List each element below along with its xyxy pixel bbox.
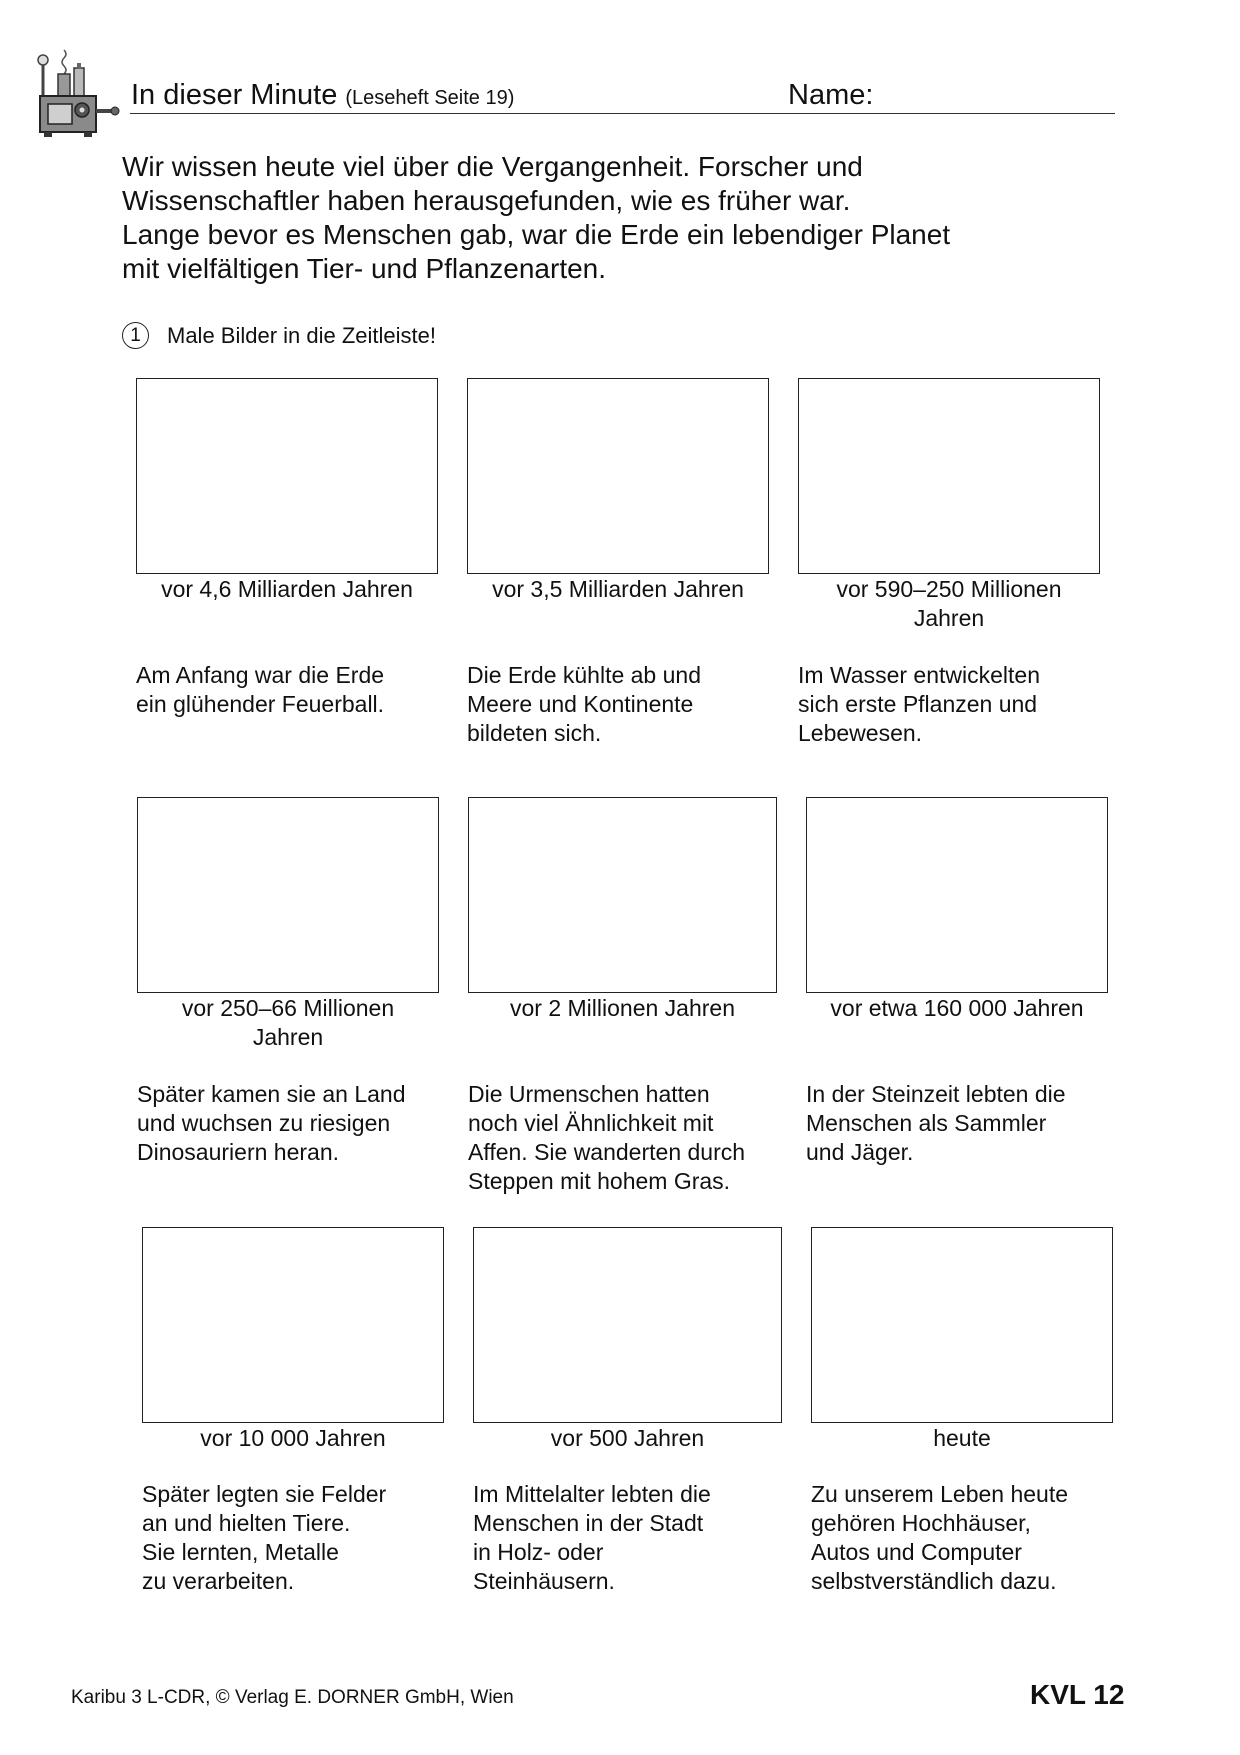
caption-line: vor 3,5 Milliarden Jahren <box>492 576 744 602</box>
desc-line: und Jäger. <box>806 1139 914 1165</box>
desc-line: Zu unserem Leben heute <box>811 1481 1069 1507</box>
drawing-box-3[interactable] <box>798 378 1100 574</box>
caption-line: vor 10 000 Jahren <box>200 1425 386 1451</box>
caption-line: vor etwa 160 000 Jahren <box>830 995 1084 1021</box>
drawing-box-8[interactable] <box>473 1227 782 1423</box>
desc-line: Meere und Kontinente <box>467 691 694 717</box>
drawing-box-1[interactable] <box>136 378 438 574</box>
caption-line: vor 2 Millionen Jahren <box>509 995 735 1021</box>
desc-line: gehören Hochhäuser, <box>811 1510 1031 1536</box>
drawing-box-4[interactable] <box>137 797 439 993</box>
timeline-caption-1 <box>136 575 438 604</box>
name-label: Name: <box>788 79 874 111</box>
desc-line: sich erste Pflanzen und <box>798 691 1038 717</box>
desc-line: Im Mittelalter lebten die <box>473 1481 711 1507</box>
intro-line: Wissenschaftler haben herausgefunden, wie es früher war. <box>122 185 851 216</box>
desc-line: Menschen als Sammler <box>806 1110 1047 1136</box>
desc-line: in Holz- oder <box>473 1539 604 1565</box>
task-instruction <box>122 322 436 349</box>
desc-line: Dinosauriern heran. <box>137 1139 340 1165</box>
intro-line: mit vielfältigen Tier- und Pflanzenarten. <box>122 253 607 284</box>
desc-line: Am Anfang war die Erde <box>136 662 385 688</box>
desc-line: Die Urmenschen hatten <box>468 1081 710 1107</box>
drawing-box-9[interactable] <box>811 1227 1113 1423</box>
drawing-box-6[interactable] <box>806 797 1108 993</box>
timeline-description-4 <box>137 1080 406 1167</box>
timeline-description-7 <box>142 1480 386 1596</box>
desc-line: Später legten sie Felder <box>142 1481 387 1507</box>
intro-line: Wir wissen heute viel über die Vergangenheit. Forscher und <box>122 151 863 182</box>
desc-line: und wuchsen zu riesigen <box>137 1110 391 1136</box>
timeline-description-1 <box>136 661 384 719</box>
timeline-description-5 <box>468 1080 745 1196</box>
drawing-box-2[interactable] <box>467 378 769 574</box>
desc-line: Sie lernten, Metalle <box>142 1539 339 1565</box>
timeline-caption-8 <box>473 1424 782 1453</box>
task-number: 1 <box>122 322 149 349</box>
caption-line: vor 590–250 Millionen <box>836 576 1062 602</box>
title-text: In dieser Minute <box>131 79 338 111</box>
desc-line: Affen. Sie wanderten durch <box>468 1139 746 1165</box>
task-text: Male Bilder in die Zeitleiste! <box>167 322 437 348</box>
caption-line: Jahren <box>252 1024 324 1050</box>
desc-line: In der Steinzeit lebten die <box>806 1081 1066 1107</box>
desc-line: bildeten sich. <box>467 720 602 746</box>
drawing-box-7[interactable] <box>142 1227 444 1423</box>
desc-line: Später kamen sie an Land <box>137 1081 406 1107</box>
desc-line: Die Erde kühlte ab und <box>467 662 701 688</box>
desc-line: noch viel Ähnlichkeit mit <box>468 1110 714 1136</box>
footer-page-code: KVL 12 <box>1030 1679 1125 1710</box>
desc-line: Autos und Computer <box>811 1539 1022 1565</box>
timeline-caption-7 <box>142 1424 444 1453</box>
timeline-caption-5 <box>468 994 777 1023</box>
caption-line: vor 250–66 Millionen <box>181 995 395 1021</box>
timeline-description-6 <box>806 1080 1066 1167</box>
timeline-description-9 <box>811 1480 1068 1596</box>
timeline-description-8 <box>473 1480 711 1596</box>
time-machine-icon <box>36 46 122 138</box>
desc-line: Im Wasser entwickelten <box>798 662 1040 688</box>
desc-line: Lebewesen. <box>798 720 923 746</box>
intro-text <box>122 150 1122 286</box>
caption-line: vor 500 Jahren <box>550 1425 705 1451</box>
caption-line: vor 4,6 Milliarden Jahren <box>161 576 413 602</box>
title-subtitle: (Leseheft Seite 19) <box>345 87 515 109</box>
desc-line: zu verarbeiten. <box>142 1568 295 1594</box>
desc-line: ein glühender Feuerball. <box>136 691 385 717</box>
timeline-caption-9 <box>811 1424 1113 1453</box>
timeline-caption-6 <box>806 994 1108 1023</box>
timeline-description-3 <box>798 661 1040 748</box>
timeline-caption-3 <box>798 575 1100 633</box>
desc-line: selbstverständlich dazu. <box>811 1568 1057 1594</box>
header-rule <box>130 113 1115 114</box>
desc-line: Steinhäusern. <box>473 1568 615 1594</box>
page-title <box>131 79 514 112</box>
timeline-caption-2 <box>467 575 769 604</box>
timeline-caption-4 <box>137 994 439 1052</box>
desc-line: Steppen mit hohem Gras. <box>468 1168 731 1194</box>
intro-line: Lange bevor es Menschen gab, war die Erde ein lebendiger Planet <box>122 219 951 250</box>
drawing-box-5[interactable] <box>468 797 777 993</box>
caption-line: Jahren <box>913 605 985 631</box>
timeline-description-2 <box>467 661 701 748</box>
desc-line: an und hielten Tiere. <box>142 1510 351 1536</box>
footer-copyright: Karibu 3 L-CDR, © Verlag E. DORNER GmbH, Wien <box>71 1687 514 1708</box>
caption-line: heute <box>933 1425 991 1451</box>
desc-line: Menschen in der Stadt <box>473 1510 704 1536</box>
